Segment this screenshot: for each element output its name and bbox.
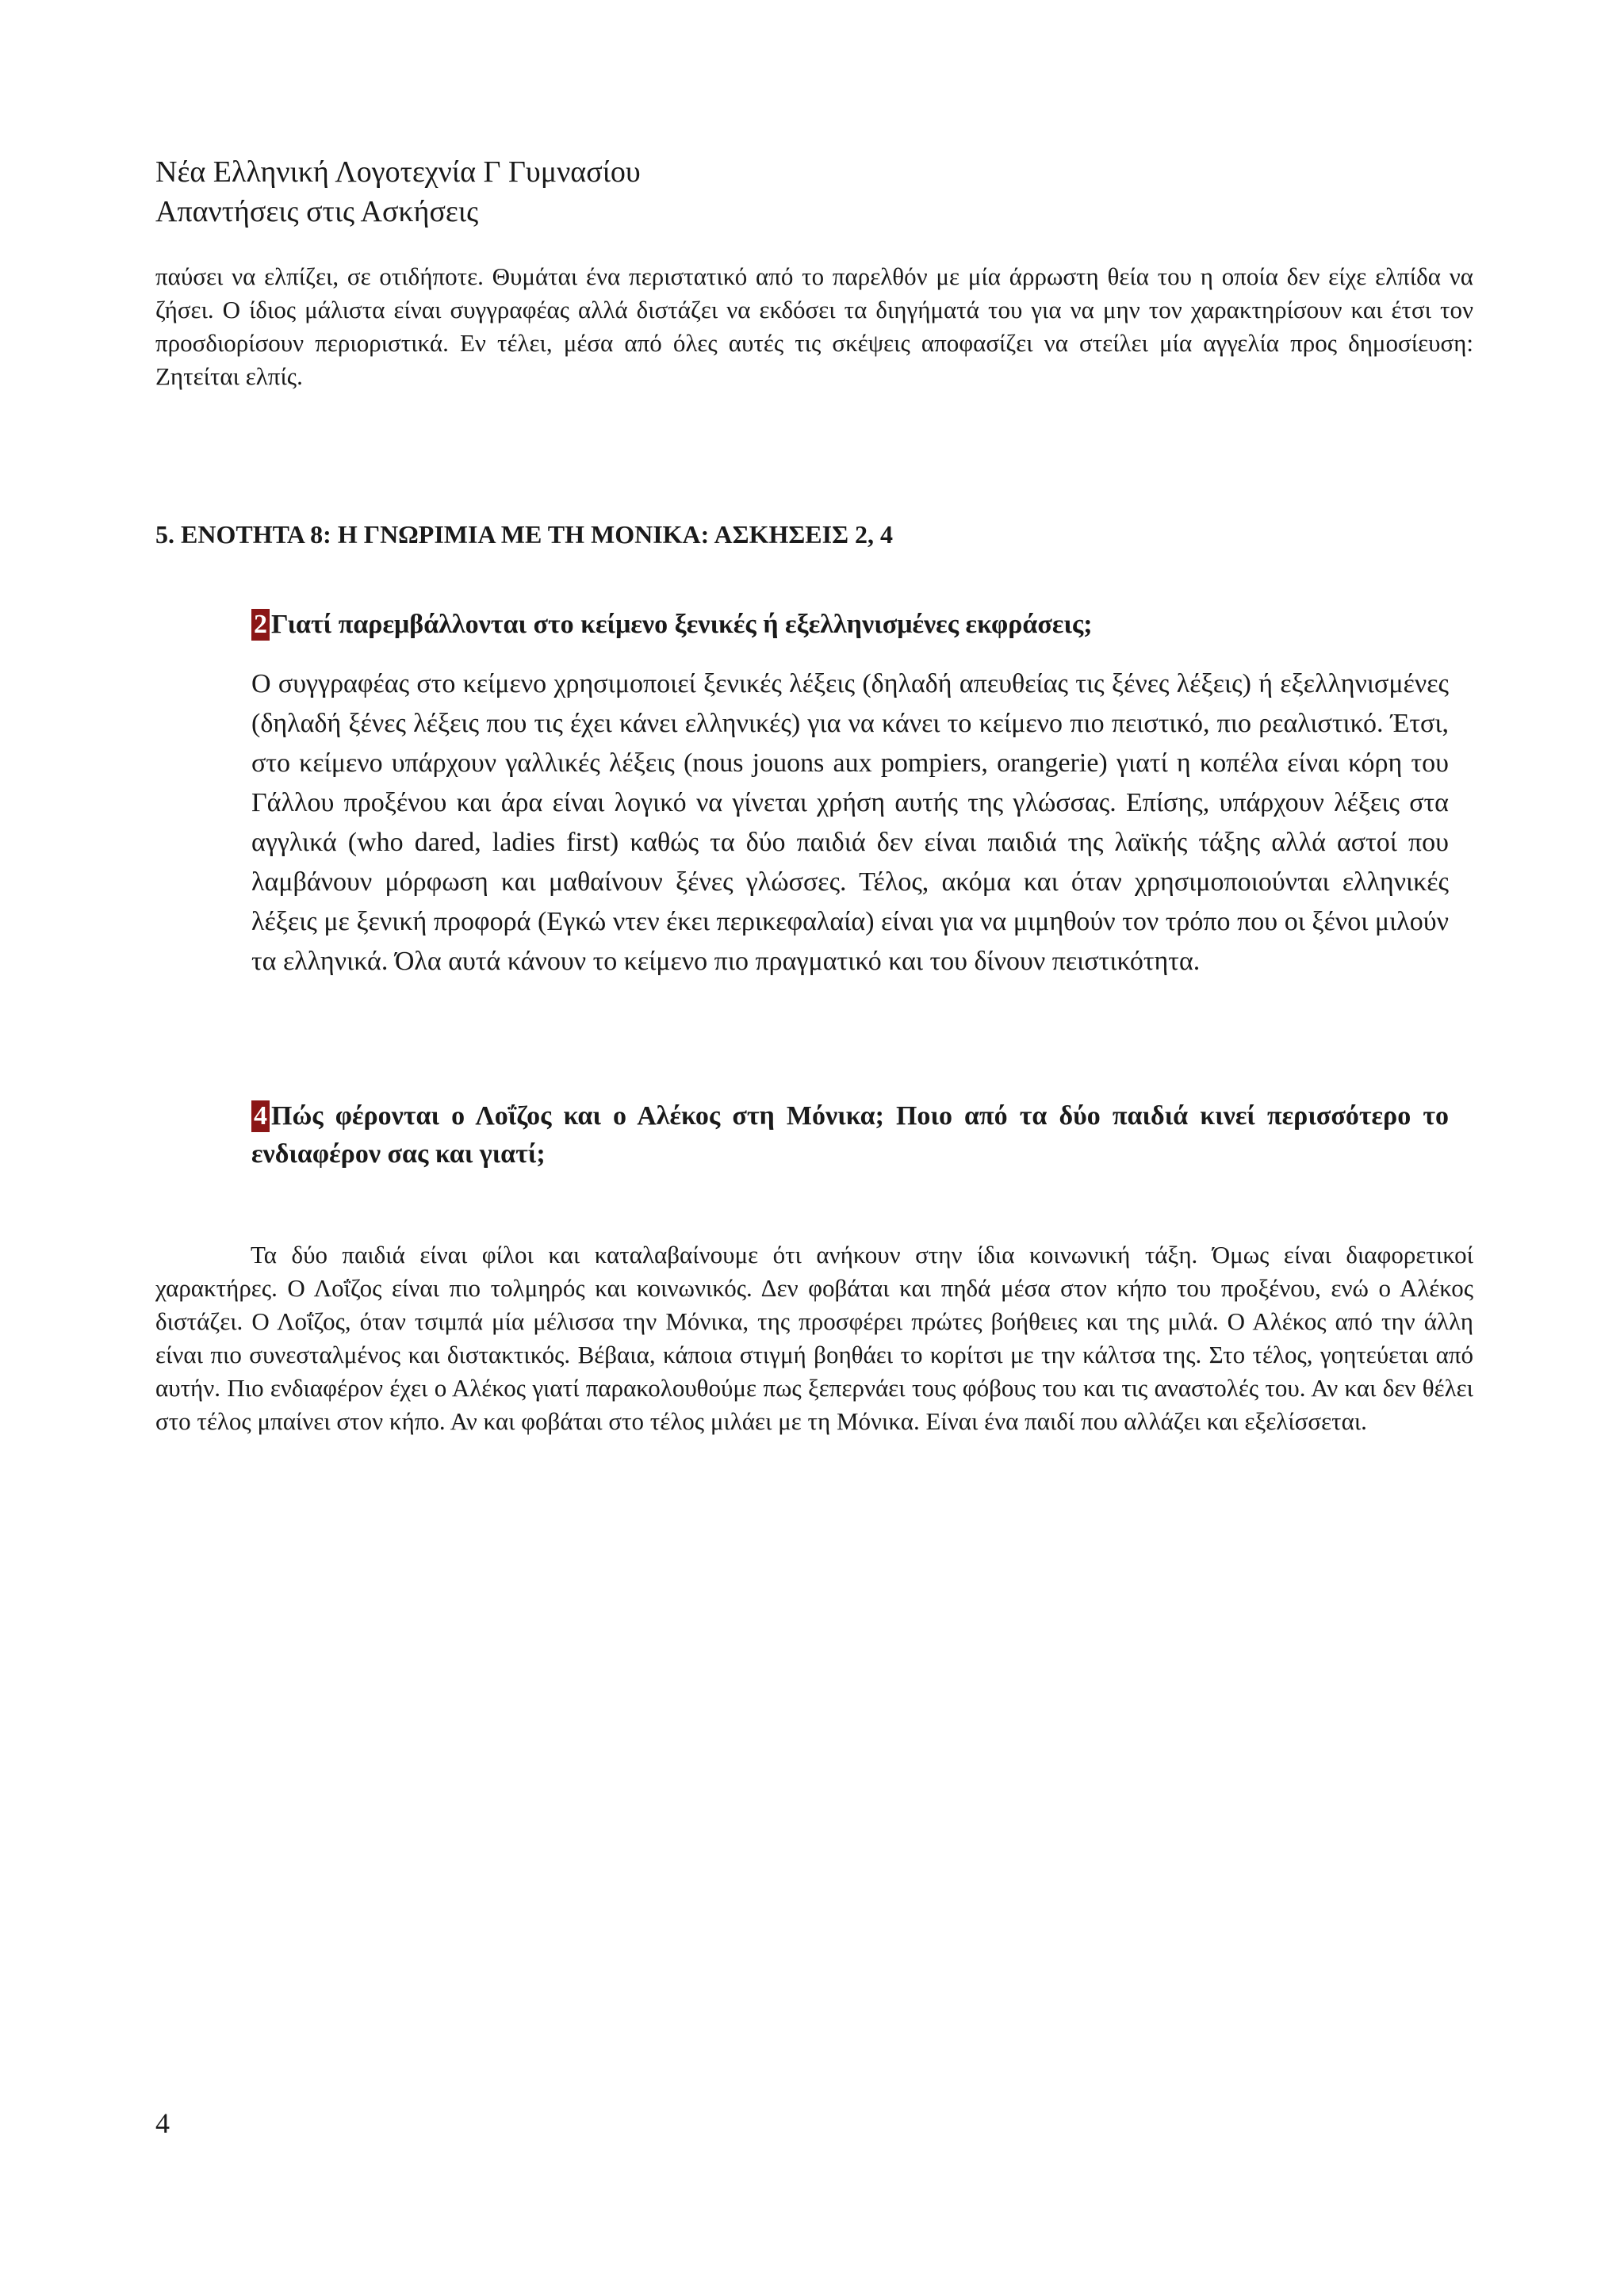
- question-text: Πώς φέρονται ο Λοΐζος και ο Αλέκος στη Μόνικα; Ποιο από τα δύο παιδιά κινεί περισσότερο το ενδιαφέρον σας και γιατί;: [251, 1101, 1449, 1169]
- question-number-badge: 2: [251, 609, 270, 641]
- question-4: [251, 1097, 1449, 1173]
- header-title: Νέα Ελληνική Λογοτεχνία Γ Γυμνασίου: [155, 155, 641, 189]
- answer-4: Τα δύο παιδιά είναι φίλοι και καταλαβαίνουμε ότι ανήκουν στην ίδια κοινωνική τάξη. Όμως είναι διαφορετικοί χαρακτήρες. Ο Λοΐζος είναι πιο τολμηρός και κοινωνικός. Δεν φοβάται και πηδά μέσα στον κήπο του προξένου, ενώ ο Αλέκος διστάζει. Ο Λοΐζος, όταν τσιμπά μία μέλισσα την Μόνικα, της προσφέρει πρώτες βοήθειες και της μιλά. Ο Αλέκος από την άλλη είναι πιο συνεσταλμένος και διστακτικός. Βέβαια, κάποια στιγμή βοηθάει το κορίτσι με την κάλτσα της. Στο τέλος, γοητεύεται από αυτήν. Πιο ενδιαφέρον έχει ο Αλέκος γιατί παρακολουθούμε πως ξεπερνάει τους φόβους του και τις αναστολές του. Αν και δεν θέλει στο τέλος μπαίνει στον κήπο. Αν και φοβάται στο τέλος μιλάει με τη Μόνικα. Είναι ένα παιδί που αλλάζει και εξελίσσεται.: [155, 1241, 1473, 1435]
- page-number: 4: [155, 2107, 170, 2139]
- header-subtitle: Απαντήσεις στις Ασκήσεις: [155, 195, 479, 228]
- intro-paragraph: παύσει να ελπίζει, σε οτιδήποτε. Θυμάται ένα περιστατικό από το παρελθόν με μία άρρωστη θεία του η οποία δεν είχε ελπίδα να ζήσει. Ο ίδιος μάλιστα είναι συγγραφέας αλλά διστάζει να εκδόσει τα διηγήματά του για να μην τον χαρακτηρίσουν και έτσι τον προσδιορίσουν περιοριστικά. Εν τέλει, μέσα από όλες αυτές τις σκέψεις αποφασίζει να στείλει μία αγγελία προς δημοσίευση: Ζητείται ελπίς.: [155, 262, 1473, 390]
- question-text: Γιατί παρεμβάλλονται στο κείμενο ξενικές ή εξελληνισμένες εκφράσεις;: [271, 610, 1093, 639]
- question-2: [251, 606, 1449, 644]
- question-number-badge: 4: [251, 1100, 270, 1132]
- page-header: [155, 152, 641, 232]
- answer-2: Ο συγγραφέας στο κείμενο χρησιμοποιεί ξενικές λέξεις (δηλαδή απευθείας τις ξένες λέξεις) ή εξελληνισμένες (δηλαδή ξένες λέξεις που τις έχει κάνει ελληνικές) για να κάνει το κείμενο πιο πειστικό, πιο ρεαλιστικό. Έτσι, στο κείμενο υπάρχουν γαλλικές λέξεις (nous jouons aux pompiers, orangerie) γιατί η κοπέλα είναι κόρη του Γάλλου προξένου και άρα είναι λογικό να γίνεται χρήση αυτής της γλώσσας. Επίσης, υπάρχουν λέξεις στα αγγλικά (who dared, ladies first) καθώς τα δύο παιδιά δεν είναι παιδιά της λαϊκής τάξης αλλά αστοί που λαμβάνουν μόρφωση και μαθαίνουν ξένες γλώσσες. Τέλος, ακόμα και όταν χρησιμοποιούνται ελληνικές λέξεις με ξενική προφορά (Εγκώ ντεν έκει περικεφαλαία) είναι για να μιμηθούν τον τρόπο που οι ξένοι μιλούν τα ελληνικά. Όλα αυτά κάνουν το κείμενο πιο πραγματικό και του δίνουν πειστικότητα.: [251, 669, 1449, 976]
- section-title: 5. ΕΝΟΤΗΤΑ 8: Η ΓΝΩΡΙΜΙΑ ΜΕ ΤΗ ΜΟΝΙΚΑ: ΑΣΚΗΣΕΙΣ 2, 4: [155, 520, 893, 549]
